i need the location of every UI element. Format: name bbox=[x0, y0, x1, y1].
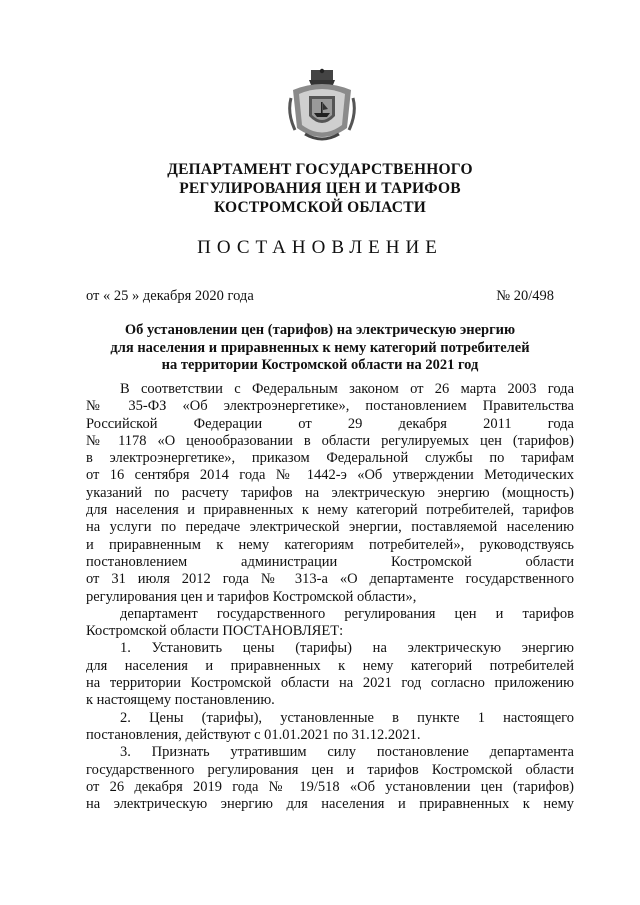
body-line: регулирования цен и тарифов Костромской области», bbox=[86, 588, 417, 605]
document-body bbox=[86, 381, 574, 813]
document-type-title: ПОСТАНОВЛЕНИЕ bbox=[197, 237, 443, 258]
body-line: и приравненным к нему категориям потребителей», руководствуясь bbox=[86, 536, 574, 553]
document-number: № 20/498 bbox=[496, 288, 554, 304]
document-subject bbox=[60, 322, 580, 375]
body-line: В соответствии с Федеральным законом от 26 марта 2003 года bbox=[120, 381, 574, 397]
department-line-2: РЕГУЛИРОВАНИЯ ЦЕН И ТАРИФОВ bbox=[179, 180, 461, 197]
body-line: для населения и приравненных к нему категорий потребителей, тарифов bbox=[86, 502, 574, 519]
body-line: на территории Костромской области на 2021 год согласно приложению bbox=[86, 675, 574, 692]
body-line: от 31 июля 2012 года № 313-а «О департаменте государственного bbox=[86, 571, 574, 588]
body-line: постановления, действуют с 01.01.2021 по 31.12.2021. bbox=[86, 726, 421, 743]
body-line: Костромской области ПОСТАНОВЛЯЕТ: bbox=[86, 623, 344, 640]
body-line: Российской Федерации от 29 декабря 2011 года bbox=[86, 415, 574, 432]
subject-line-1: Об установлении цен (тарифов) на электрическую энергию bbox=[124, 322, 516, 338]
body-line: 2. Цены (тарифы), установленные в пункте 1 настоящего bbox=[120, 709, 574, 726]
document-date: от « 25 » декабря 2020 года bbox=[86, 288, 254, 304]
body-line: от 16 сентября 2014 года № 1442-э «Об утверждении Методических bbox=[86, 467, 574, 484]
subject-line-3: на территории Костромской области на 2021 год bbox=[161, 357, 479, 373]
body-line: № 35-ФЗ «Об электроэнергетике», постановлением Правительства bbox=[86, 398, 574, 415]
body-line: указаний по расчету тарифов на электрическую энергию (мощность) bbox=[86, 484, 574, 501]
body-line: для населения и приравненных к нему категорий потребителей bbox=[86, 657, 574, 674]
body-line: на электрическую энергию для населения и приравненных к нему bbox=[86, 796, 574, 813]
department-header bbox=[0, 160, 640, 217]
body-line: от 26 декабря 2019 года № 19/518 «Об установлении цен (тарифов) bbox=[86, 778, 574, 795]
body-line: в электроэнергетике», приказом Федеральной службы по тарифам bbox=[86, 450, 574, 467]
body-line: 1. Установить цены (тарифы) на электрическую энергию bbox=[120, 640, 574, 657]
body-line: департамент государственного регулирования цен и тарифов bbox=[120, 605, 574, 622]
department-line-3: КОСТРОМСКОЙ ОБЛАСТИ bbox=[213, 199, 426, 216]
coat-of-arms-icon bbox=[287, 68, 357, 146]
subject-line-2: для населения и приравненных к нему категорий потребителей bbox=[110, 339, 530, 356]
body-line: к настоящему постановлению. bbox=[86, 692, 275, 709]
body-line: государственного регулирования цен и тарифов Костромской области bbox=[86, 761, 574, 778]
body-line: на услуги по передаче электрической энергии, поставляемой населению bbox=[86, 519, 574, 536]
body-line: № 1178 «О ценообразовании в области регулируемых цен (тарифов) bbox=[86, 432, 574, 449]
body-line: постановлением администрации Костромской области bbox=[86, 553, 574, 570]
body-line: 3. Признать утратившим силу постановление департамента bbox=[120, 744, 574, 761]
department-line-1: ДЕПАРТАМЕНТ ГОСУДАРСТВЕННОГО bbox=[167, 161, 473, 178]
